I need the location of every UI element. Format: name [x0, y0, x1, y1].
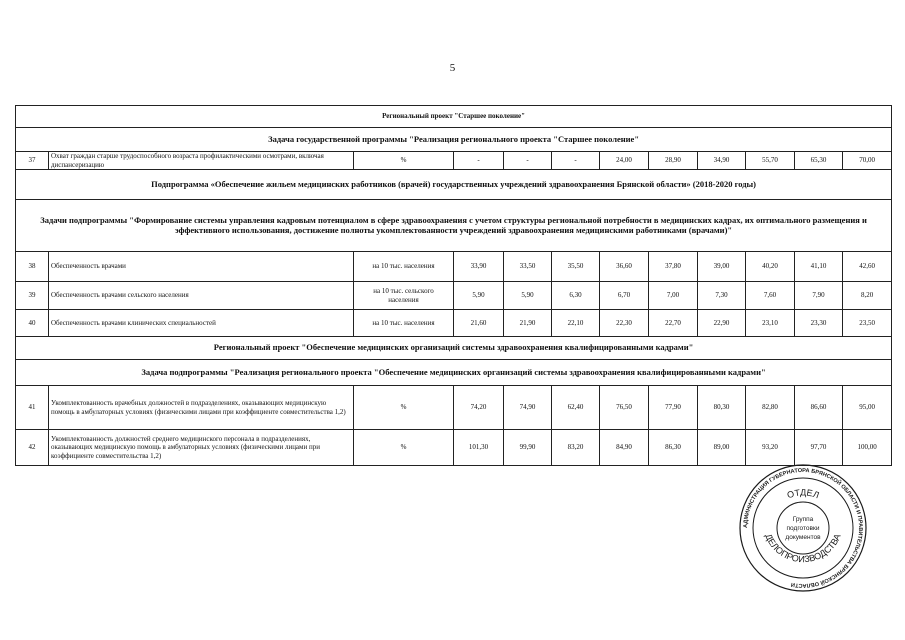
unit-cell: на 10 тыс. населения [354, 310, 454, 337]
indicator-name: Укомплектованность должностей среднего медицинского персонала в подразделениях, оказывающих медицинскую помощь в амбулаторных условиях (физическими лицами при коэффициенте совместительства 1,2) [49, 430, 354, 466]
value-cell: 37,80 [649, 252, 698, 282]
unit-cell: на 10 тыс. населения [354, 252, 454, 282]
value-cell: 7,60 [746, 282, 795, 310]
section-title: Региональный проект "Старшее поколение" [16, 106, 892, 128]
row-number: 41 [16, 386, 49, 430]
value-cell: 7,00 [649, 282, 698, 310]
value-cell: 7,30 [698, 282, 746, 310]
stamp-center-line: документов [785, 534, 821, 541]
value-cell: 24,00 [600, 152, 649, 170]
svg-text:ОТДЕЛ [786, 487, 821, 500]
value-cell: 41,10 [795, 252, 843, 282]
value-cell: 65,30 [795, 152, 843, 170]
value-cell: 22,90 [698, 310, 746, 337]
table-row [16, 252, 892, 282]
value-cell: 6,70 [600, 282, 649, 310]
table-row [16, 386, 892, 430]
value-cell: 40,20 [746, 252, 795, 282]
indicator-name: Охват граждан старше трудоспособного возраста профилактическими осмотрами, включая диспансеризацию [49, 152, 354, 170]
value-cell: - [454, 152, 504, 170]
stamp-arc-bottom: ДЕЛОПРОИЗВОДСТВА [763, 532, 843, 565]
value-cell: 36,60 [600, 252, 649, 282]
page-number: 5 [449, 62, 456, 74]
stamp-center-line: подготовки [786, 525, 820, 532]
unit-cell: % [354, 152, 454, 170]
value-cell: 39,00 [698, 252, 746, 282]
value-cell: 95,00 [843, 386, 892, 430]
indicators-table [15, 105, 892, 466]
value-cell: 34,90 [698, 152, 746, 170]
section-title: Подпрограмма «Обеспечение жильем медицинских работников (врачей) государственных учреждений здравоохранения Брянской области» (2018-2020 годы) [16, 170, 892, 200]
value-cell: 23,10 [746, 310, 795, 337]
indicator-name: Укомплектованность врачебных должностей в подразделениях, оказывающих медицинскую помощь в амбулаторных условиях (физическими лицами при коэффициенте совместительства 1,2) [49, 386, 354, 430]
value-cell: 76,50 [600, 386, 649, 430]
value-cell: 86,60 [795, 386, 843, 430]
value-cell: 28,90 [649, 152, 698, 170]
unit-cell: % [354, 386, 454, 430]
value-cell: 55,70 [746, 152, 795, 170]
indicator-name: Обеспеченность врачами сельского населения [49, 282, 354, 310]
value-cell: 33,50 [504, 252, 552, 282]
value-cell: 77,90 [649, 386, 698, 430]
value-cell: 22,30 [600, 310, 649, 337]
value-cell: 22,70 [649, 310, 698, 337]
stamp-ring-text: АДМИНИСТРАЦИЯ ГУБЕРНАТОРА БРЯНСКОЙ ОБЛАСТИ И ПРАВИТЕЛЬСТВА БРЯНСКОЙ ОБЛАСТИ [742, 467, 864, 589]
value-cell: 99,90 [504, 430, 552, 466]
value-cell: 5,90 [504, 282, 552, 310]
unit-cell: % [354, 430, 454, 466]
value-cell: 84,90 [600, 430, 649, 466]
section-title: Региональный проект "Обеспечение медицинских организаций системы здравоохранения квалифицированными кадрами" [16, 337, 892, 360]
value-cell: 6,30 [552, 282, 600, 310]
value-cell: 89,00 [698, 430, 746, 466]
value-cell: 7,90 [795, 282, 843, 310]
value-cell: 23,30 [795, 310, 843, 337]
value-cell: 23,50 [843, 310, 892, 337]
value-cell: 21,60 [454, 310, 504, 337]
value-cell: 5,90 [454, 282, 504, 310]
indicator-name: Обеспеченность врачами клинических специальностей [49, 310, 354, 337]
value-cell: 33,90 [454, 252, 504, 282]
stamp-arc-top: ОТДЕЛ [785, 487, 821, 501]
value-cell: 62,40 [552, 386, 600, 430]
value-cell: 97,70 [795, 430, 843, 466]
value-cell: 74,90 [504, 386, 552, 430]
section-title: Задача государственной программы "Реализация регионального проекта "Старшее поколение" [16, 128, 892, 152]
row-number: 40 [16, 310, 49, 337]
value-cell: 22,10 [552, 310, 600, 337]
value-cell: - [552, 152, 600, 170]
value-cell: 8,20 [843, 282, 892, 310]
value-cell: 42,60 [843, 252, 892, 282]
row-number: 42 [16, 430, 49, 466]
value-cell: 93,20 [746, 430, 795, 466]
table-row [16, 152, 892, 170]
value-cell: 82,80 [746, 386, 795, 430]
value-cell: 70,00 [843, 152, 892, 170]
value-cell: 80,30 [698, 386, 746, 430]
value-cell: 101,30 [454, 430, 504, 466]
stamp-center-line: Группа [792, 516, 814, 523]
official-stamp [738, 463, 868, 593]
indicator-name: Обеспеченность врачами [49, 252, 354, 282]
table-row [16, 430, 892, 466]
table-row [16, 282, 892, 310]
table-row [16, 310, 892, 337]
value-cell: - [504, 152, 552, 170]
value-cell: 100,00 [843, 430, 892, 466]
value-cell: 83,20 [552, 430, 600, 466]
value-cell: 21,90 [504, 310, 552, 337]
row-number: 39 [16, 282, 49, 310]
value-cell: 86,30 [649, 430, 698, 466]
row-number: 38 [16, 252, 49, 282]
row-number: 37 [16, 152, 49, 170]
section-title: Задачи подпрограммы "Формирование системы управления кадровым потенциалом в сфере здравоохранения с учетом структуры региональной потребности в медицинских кадрах, их оптимального размещения и эффективного использования, достижение полноты укомплектованности учреждений здравоохранения медицинскими работниками (врачами)" [16, 200, 892, 252]
section-title: Задача подпрограммы "Реализация регионального проекта "Обеспечение медицинских организаций системы здравоохранения квалифицированными кадрами" [16, 360, 892, 386]
value-cell: 74,20 [454, 386, 504, 430]
value-cell: 35,50 [552, 252, 600, 282]
unit-cell: на 10 тыс. сельского населения [354, 282, 454, 310]
